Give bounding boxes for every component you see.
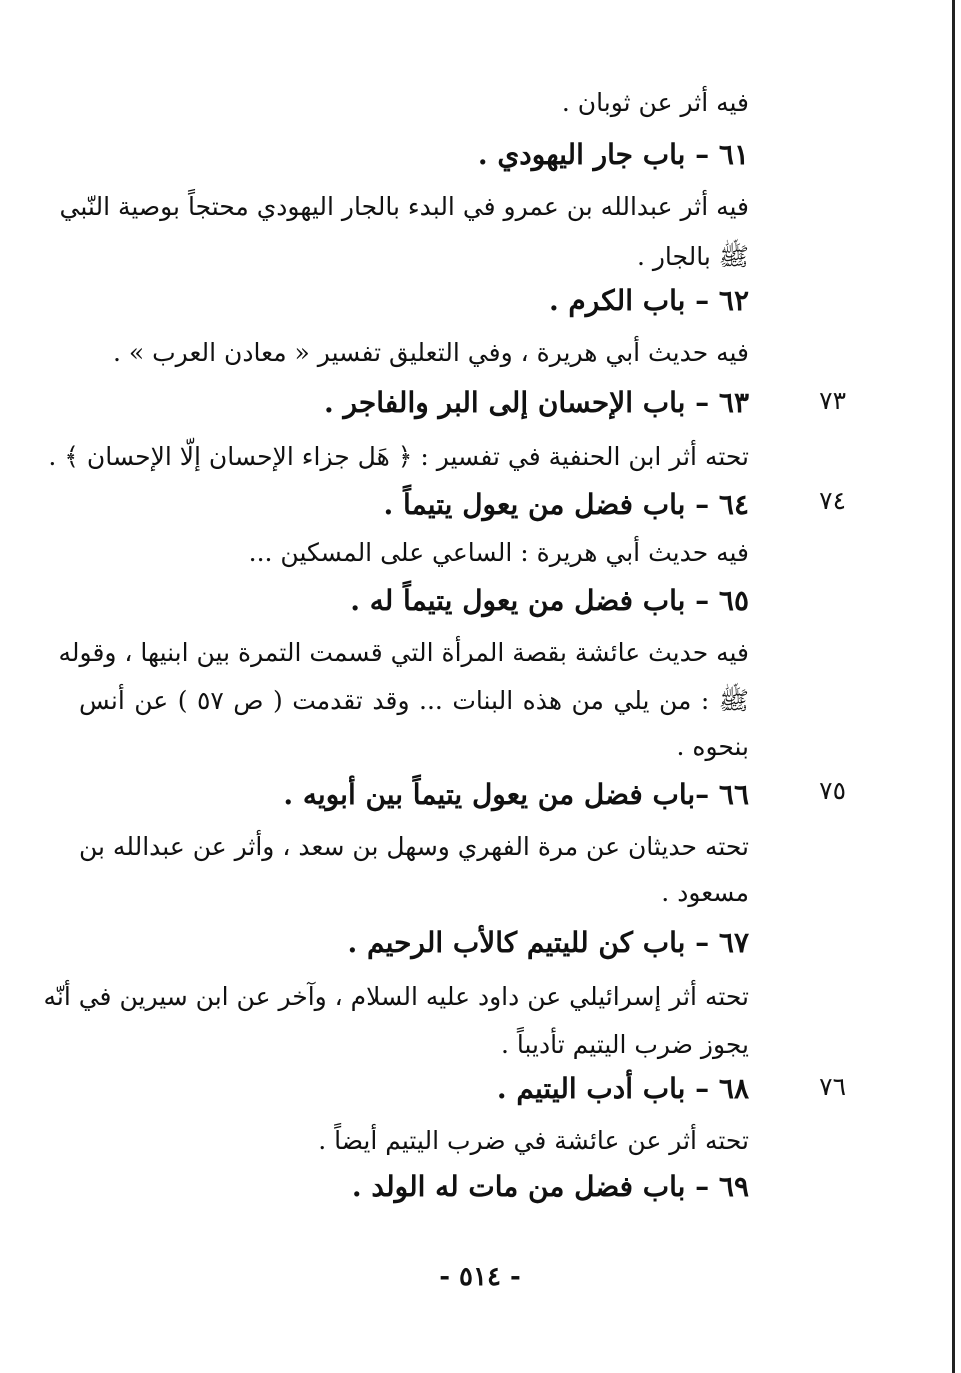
- text-line: تحته أثر ابن الحنفية في تفسير : ﴿ هَل جزاء الإحسان إلّا الإحسان ﴾ .: [48, 442, 749, 471]
- text-line: فيه أثر عبدالله بن عمرو في البدء بالجار اليهودي محتجاً بوصية النّبي: [59, 192, 749, 221]
- chapter-heading: ٦٥ – باب فضل من يعول يتيماً له .: [350, 584, 749, 617]
- chapter-heading: ٦٣ – باب الإحسان إلى البر والفاجر .: [323, 386, 749, 419]
- text-line: تحته أثر عن عائشة في ضرب اليتيم أيضاً .: [318, 1126, 749, 1155]
- margin-reference-number: ٧٤: [819, 486, 846, 515]
- chapter-heading: ٦٢ – باب الكرم .: [548, 284, 749, 317]
- page-edge-line: [952, 0, 955, 1373]
- text-line: يجوز ضرب اليتيم تأديباً .: [500, 1030, 749, 1059]
- chapter-heading: ٦٤ – باب فضل من يعول يتيماً .: [383, 488, 749, 521]
- margin-reference-number: ٧٣: [819, 386, 846, 415]
- text-line: فيه حديث أبي هريرة ، وفي التعليق تفسير « معادن العرب » .: [113, 338, 749, 367]
- text-line: فيه أثر عن ثوبان .: [561, 88, 749, 117]
- text-line: مسعود .: [661, 878, 749, 907]
- chapter-heading: ٦٩ – باب فضل من مات له الولد .: [351, 1170, 749, 1203]
- chapter-heading: ٦٦ –باب فضل من يعول يتيماً بين أبويه .: [283, 778, 749, 811]
- text-line: تحته حديثان عن مرة الفهري وسهل بن سعد ، وأثر عن عبدالله بن: [79, 832, 749, 861]
- chapter-heading: ٦٧ – باب كن لليتيم كالأب الرحيم .: [347, 926, 749, 959]
- margin-reference-number: ٧٦: [819, 1072, 846, 1101]
- text-line: تحته أثر إسرائيلي عن داود عليه السلام ، وآخر عن ابن سيرين في أنّه: [43, 982, 749, 1011]
- text-line: فيه حديث أبي هريرة : الساعي على المسكين ...: [248, 538, 749, 567]
- text-line: فيه حديث عائشة بقصة المرأة التي قسمت التمرة بين ابنيها ، وقوله: [58, 638, 749, 667]
- text-line: ﷺ بالجار .: [636, 242, 749, 271]
- text-line: ﷺ : من يلي من هذه البنات ... وقد تقدمت ( ص ٥٧ ) عن أنس: [79, 686, 749, 715]
- chapter-heading: ٦١ – باب جار اليهودي .: [477, 138, 749, 171]
- chapter-heading: ٦٨ – باب أدب اليتيم .: [496, 1072, 749, 1105]
- page-number: - ٥١٤ -: [439, 1262, 521, 1292]
- text-line: بنحوه .: [676, 732, 749, 761]
- margin-reference-number: ٧٥: [819, 776, 846, 805]
